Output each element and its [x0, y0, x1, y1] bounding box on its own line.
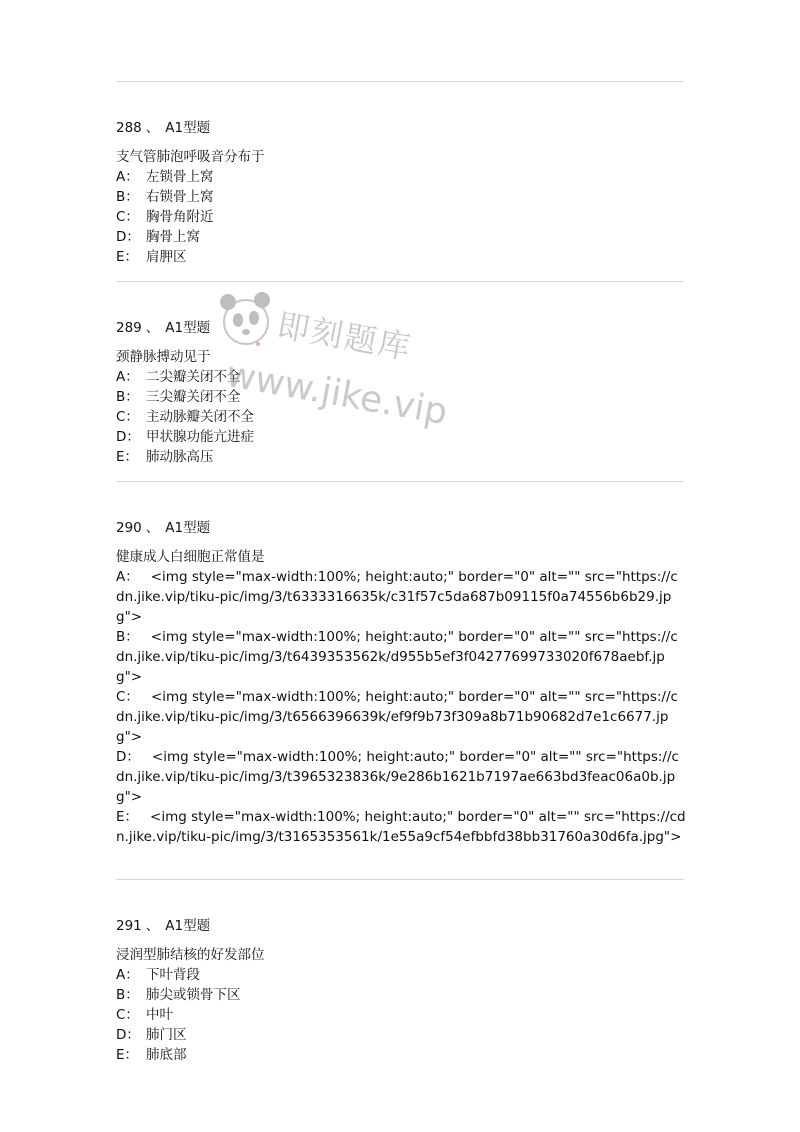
- option-letter: D：: [116, 1027, 140, 1043]
- option-letter: C：: [116, 1007, 139, 1023]
- option-letter: E：: [116, 449, 139, 465]
- option-e: [116, 247, 686, 267]
- option-c: [116, 407, 686, 427]
- divider: [116, 281, 684, 282]
- question-number: 289: [116, 320, 142, 336]
- option-d: [116, 747, 686, 807]
- question-separator: 、: [145, 520, 160, 536]
- option-b: [116, 627, 686, 687]
- option-b: [116, 187, 686, 207]
- option-c: [116, 207, 686, 227]
- option-e: [116, 807, 686, 847]
- option-d: [116, 227, 686, 247]
- question-separator: 、: [145, 320, 160, 336]
- option-letter: B：: [116, 629, 139, 645]
- option-letter: C：: [116, 409, 139, 425]
- option-text: 胸骨上窝: [146, 229, 200, 245]
- option-e: [116, 447, 686, 467]
- question-number: 291: [116, 918, 142, 934]
- question-number: 290: [116, 520, 142, 536]
- option-text: 肩胛区: [146, 249, 187, 265]
- option-text: 甲状腺功能亢进症: [146, 429, 254, 445]
- option-d: [116, 1025, 686, 1045]
- option-text: 二尖瓣关闭不全: [146, 369, 241, 385]
- option-letter: C：: [116, 209, 139, 225]
- option-text: 肺底部: [146, 1047, 187, 1063]
- option-letter: E：: [116, 249, 139, 265]
- divider: [116, 481, 684, 482]
- option-text: <img style="max-width:100%; height:auto;" border="0" alt="" src="https://cdn.jike.vip/tiku-pic/img/3/t6566396639k/ef9f9b73f309a8b71b90682d7e1c6677.jpg">: [116, 689, 678, 745]
- option-letter: C：: [116, 689, 139, 705]
- question-type: A1型题: [165, 520, 211, 536]
- question-header: [116, 518, 686, 538]
- option-letter: A：: [116, 369, 139, 385]
- question-stem: 支气管肺泡呼吸音分布于: [116, 149, 265, 165]
- watermark-url: www.jike.vip: [222, 354, 451, 434]
- question-stem: 健康成人白细胞正常值是: [116, 549, 265, 565]
- question-type: A1型题: [165, 320, 211, 336]
- question-block: [116, 318, 686, 467]
- question-separator: 、: [145, 120, 160, 136]
- question-header: [116, 916, 686, 936]
- option-letter: B：: [116, 189, 139, 205]
- divider: [116, 81, 684, 82]
- option-d: [116, 427, 686, 447]
- option-letter: D：: [116, 429, 140, 445]
- question-type: A1型题: [165, 120, 211, 136]
- option-a: [116, 367, 686, 387]
- option-text: 胸骨角附近: [146, 209, 214, 225]
- option-text: 下叶背段: [146, 967, 200, 983]
- divider: [116, 879, 684, 880]
- option-c: [116, 1005, 686, 1025]
- option-text: <img style="max-width:100%; height:auto;" border="0" alt="" src="https://cdn.jike.vip/tiku-pic/img/3/t3165353561k/1e55a9cf54efbbfd38bb31760a30d6fa.jpg">: [116, 809, 686, 845]
- option-letter: B：: [116, 389, 139, 405]
- question-number: 288: [116, 120, 142, 136]
- option-text: 中叶: [146, 1007, 173, 1023]
- watermark-brand: 即刻题库: [274, 305, 415, 367]
- option-letter: E：: [116, 809, 139, 825]
- question-block: [116, 518, 686, 847]
- question-stem: 颈静脉搏动见于: [116, 349, 211, 365]
- option-text: <img style="max-width:100%; height:auto;" border="0" alt="" src="https://cdn.jike.vip/tiku-pic/img/3/t6333316635k/c31f57c5da687b09115f0a74556b6b29.jpg">: [116, 569, 678, 625]
- option-letter: D：: [116, 229, 140, 245]
- question-stem: 浸润型肺结核的好发部位: [116, 947, 265, 963]
- option-letter: D：: [116, 749, 140, 765]
- question-block: [116, 118, 686, 267]
- option-a: [116, 965, 686, 985]
- question-separator: 、: [145, 918, 160, 934]
- option-text: 三尖瓣关闭不全: [146, 389, 241, 405]
- option-letter: A：: [116, 169, 139, 185]
- option-letter: A：: [116, 967, 139, 983]
- option-text: 肺尖或锁骨下区: [146, 987, 241, 1003]
- option-letter: E：: [116, 1047, 139, 1063]
- option-letter: B：: [116, 987, 139, 1003]
- option-b: [116, 985, 686, 1005]
- question-header: [116, 118, 686, 138]
- question-block: [116, 916, 686, 1065]
- option-c: [116, 687, 686, 747]
- option-a: [116, 167, 686, 187]
- option-text: <img style="max-width:100%; height:auto;" border="0" alt="" src="https://cdn.jike.vip/tiku-pic/img/3/t3965323836k/9e286b1621b7197ae663bd3feac06a0b.jpg">: [116, 749, 679, 805]
- option-e: [116, 1045, 686, 1065]
- option-b: [116, 387, 686, 407]
- option-text: 主动脉瓣关闭不全: [146, 409, 254, 425]
- option-text: 右锁骨上窝: [146, 189, 214, 205]
- question-header: [116, 318, 686, 338]
- option-text: 左锁骨上窝: [146, 169, 214, 185]
- option-letter: A：: [116, 569, 139, 585]
- option-a: [116, 567, 686, 627]
- question-type: A1型题: [165, 918, 211, 934]
- option-text: 肺门区: [146, 1027, 187, 1043]
- option-text: <img style="max-width:100%; height:auto;" border="0" alt="" src="https://cdn.jike.vip/tiku-pic/img/3/t6439353562k/d955b5ef3f04277699733020f678aebf.jpg">: [116, 629, 678, 685]
- option-text: 肺动脉高压: [146, 449, 214, 465]
